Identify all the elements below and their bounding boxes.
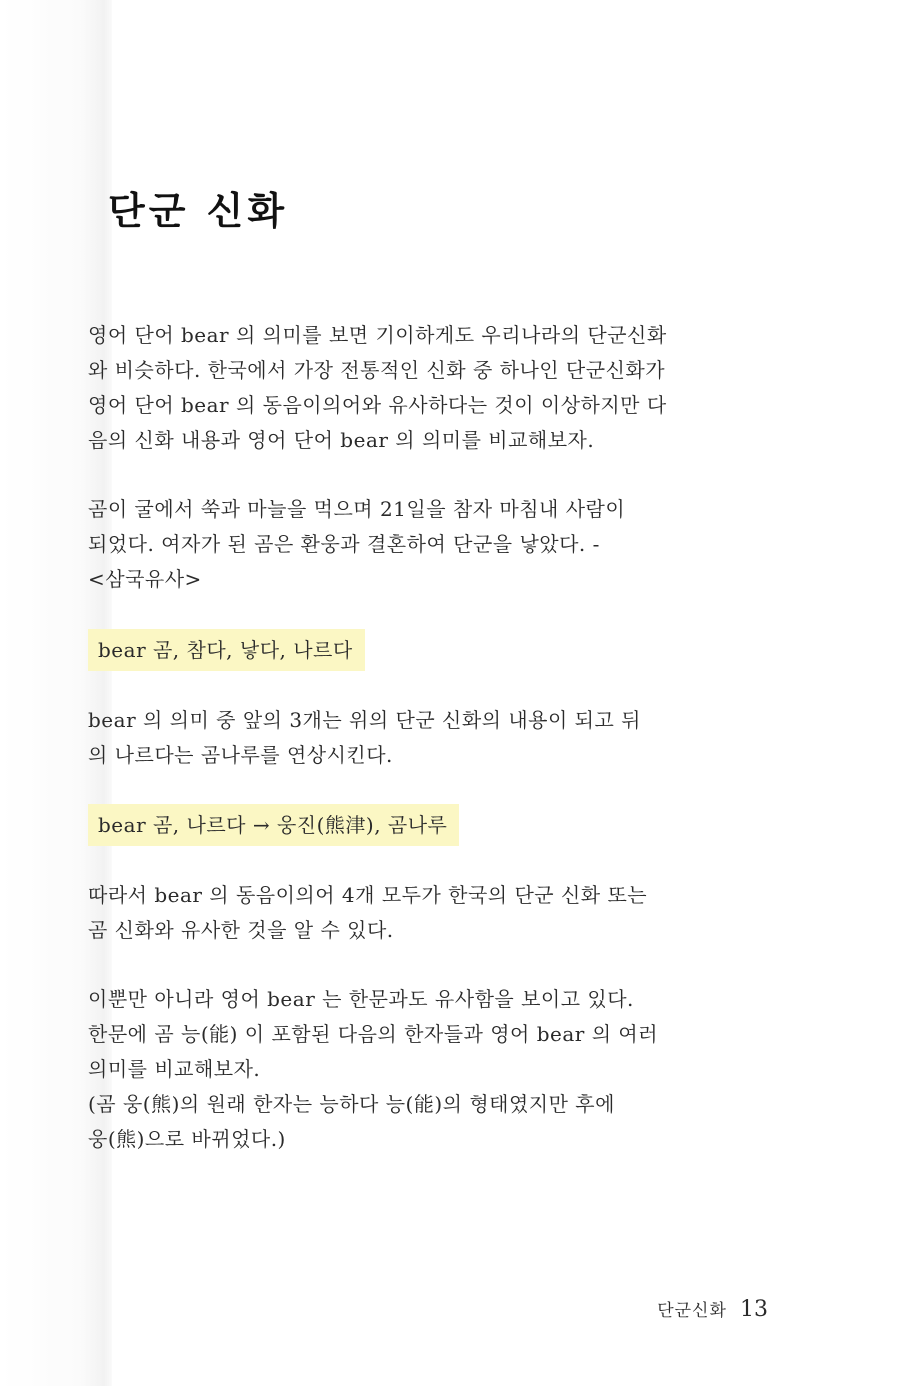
running-footer-section: 단군신화 bbox=[657, 1301, 727, 1321]
text-line: 영어 단어 bear 의 의미를 보면 기이하게도 우리나라의 단군신화 bbox=[88, 323, 667, 347]
text-line: <삼국유사> bbox=[88, 567, 202, 591]
paragraph-hanja bbox=[88, 982, 778, 1157]
text-line: 와 비슷하다. 한국에서 가장 전통적인 신화 중 하나인 단군신화가 bbox=[88, 358, 666, 382]
text-line: bear 의 의미 중 앞의 3개는 위의 단군 신화의 내용이 되고 뒤 bbox=[88, 708, 641, 732]
paragraph-conclusion bbox=[88, 878, 778, 948]
paragraph-intro bbox=[88, 318, 778, 458]
text-line: 곰이 굴에서 쑥과 마늘을 먹으며 21일을 참자 마침내 사람이 bbox=[88, 497, 626, 521]
text-line: 되었다. 여자가 된 곰은 환웅과 결혼하여 단군을 낳았다. - bbox=[88, 532, 600, 556]
chapter-title: 단군 신화 bbox=[108, 189, 289, 233]
highlight-box-meanings: bear 곰, 참다, 낳다, 나르다 bbox=[88, 629, 365, 671]
text-line: 의미를 비교해보자. bbox=[88, 1057, 261, 1081]
page-number: 13 bbox=[740, 1297, 768, 1322]
text-line: 웅(熊)으로 바뀌었다.) bbox=[88, 1127, 286, 1151]
text-line: 따라서 bear 의 동음이의어 4개 모두가 한국의 단군 신화 또는 bbox=[88, 883, 648, 907]
paragraph-myth-quote bbox=[88, 492, 778, 597]
text-line: 영어 단어 bear 의 동음이의어와 유사하다는 것이 이상하지만 다 bbox=[88, 393, 667, 417]
paragraph-explanation bbox=[88, 703, 778, 773]
text-line: 곰 신화와 유사한 것을 알 수 있다. bbox=[88, 918, 394, 942]
text-line: 음의 신화 내용과 영어 단어 bear 의 의미를 비교해보자. bbox=[88, 428, 595, 452]
text-line: 한문에 곰 능(能) 이 포함된 다음의 한자들과 영어 bear 의 여러 bbox=[88, 1022, 659, 1046]
page-footer bbox=[657, 1296, 768, 1322]
page-gutter-shadow bbox=[0, 0, 112, 1386]
highlight-box-gomnaru: bear 곰, 나르다 → 웅진(熊津), 곰나루 bbox=[88, 804, 459, 846]
text-line: 의 나르다는 곰나루를 연상시킨다. bbox=[88, 743, 393, 767]
text-line: (곰 웅(熊)의 원래 한자는 능하다 능(能)의 형태였지만 후에 bbox=[88, 1092, 615, 1116]
text-line: 이뿐만 아니라 영어 bear 는 한문과도 유사함을 보이고 있다. bbox=[88, 987, 634, 1011]
